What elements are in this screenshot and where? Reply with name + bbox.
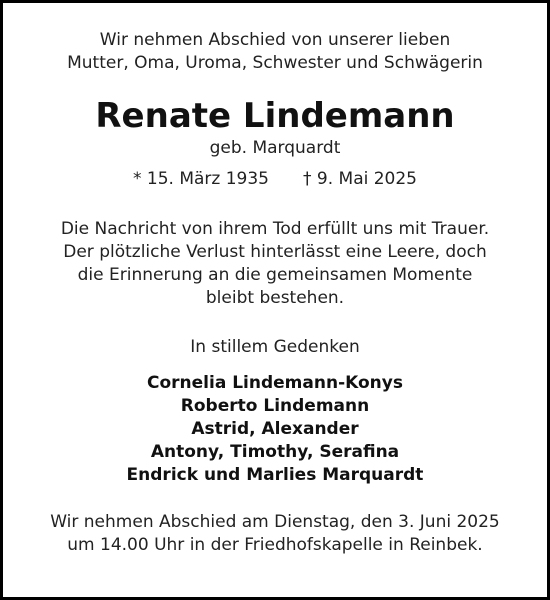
mourner-name: Cornelia Lindemann-Konys <box>147 373 403 393</box>
obituary-content <box>3 3 547 557</box>
deceased-name: Renate Lindemann <box>95 96 455 136</box>
mourner-name: Antony, Timothy, Serafina <box>150 442 400 462</box>
message-line: bleibt bestehen. <box>205 288 345 308</box>
birth-name: geb. Marquardt <box>209 138 341 158</box>
condolence-message <box>3 218 547 310</box>
life-dates <box>3 168 547 190</box>
memory-phrase: In stillem Gedenken <box>190 337 360 357</box>
message-line: Der plötzliche Verlust hinterlässt eine Leere, doch <box>63 242 487 262</box>
service-line-2: um 14.00 Uhr in der Friedhofskapelle in Reinbek. <box>67 535 483 555</box>
intro-text <box>3 29 547 75</box>
funeral-service-info <box>3 511 547 557</box>
mourners-list <box>3 372 547 487</box>
mourner-name: Roberto Lindemann <box>180 396 370 416</box>
mourner-name: Endrick und Marlies Marquardt <box>126 465 424 485</box>
intro-line-1: Wir nehmen Abschied von unserer lieben <box>99 30 451 50</box>
death-date: † 9. Mai 2025 <box>303 169 418 189</box>
message-line: Die Nachricht von ihrem Tod erfüllt uns mit Trauer. <box>60 219 490 239</box>
mourner-name: Astrid, Alexander <box>191 419 359 439</box>
birth-date: * 15. März 1935 <box>132 169 269 189</box>
message-line: die Erinnerung an die gemeinsamen Momente <box>77 265 473 285</box>
service-line-1: Wir nehmen Abschied am Dienstag, den 3. Juni 2025 <box>50 512 500 532</box>
intro-line-2: Mutter, Oma, Uroma, Schwester und Schwägerin <box>67 53 483 73</box>
